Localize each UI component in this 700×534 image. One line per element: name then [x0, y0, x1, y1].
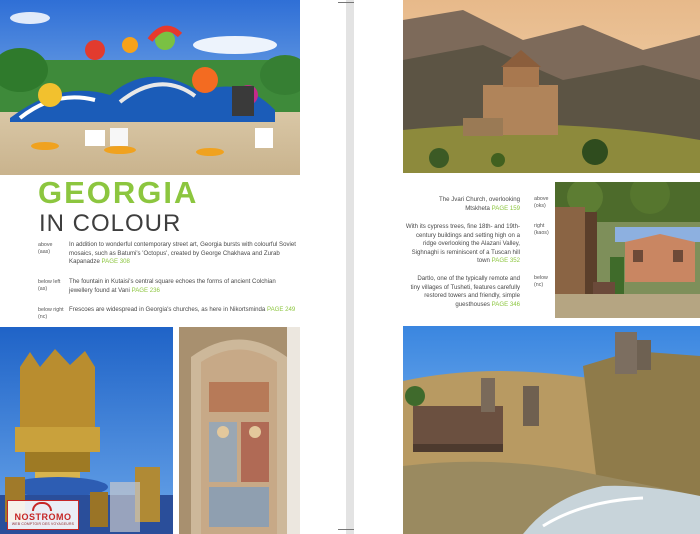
sighnaghi-photo: [555, 182, 700, 318]
octopus-mosaic-photo: [0, 0, 300, 175]
book-gutter: [346, 0, 354, 534]
right-page: [354, 0, 700, 534]
caption-jvari-church: The Jvari Church, overlooking Mtskheta PAGE 159: [439, 196, 520, 212]
page-reference: PAGE 249: [266, 306, 296, 313]
page-reference: PAGE 352: [491, 257, 520, 265]
caption-dartlo-tusheti: Dartlo, one of the typically remote and tiny villages of Tusheti, features carefully restored towers and friendly, simple guesthouses PAGE 346: [410, 275, 520, 308]
logo-arch-icon: [32, 502, 52, 511]
caption-position-above: above (aas): [38, 242, 53, 255]
caption-octopus-mosaic: In addition to wonderful contemporary street art, Georgia bursts with colourful Soviet mosaics, such as Batumi's 'Octopus', created by George Chakhava and Zurab Kapanadze PAGE 308: [69, 241, 296, 266]
spread-subtitle: IN COLOUR: [39, 210, 182, 237]
nostromo-watermark-logo: [7, 500, 79, 530]
nikortsminda-fresco-photo: [179, 327, 300, 534]
watermark-tagline: WEB COMPTOIR DES VOYAGEURS: [11, 522, 75, 526]
caption-position-below-right: below right (nc): [38, 307, 64, 320]
page-reference: PAGE 159: [491, 204, 520, 212]
page-reference: PAGE 236: [131, 286, 160, 294]
caption-position-below: below (nc): [534, 275, 548, 288]
caption-position-below-left: below left (as): [38, 279, 61, 292]
left-page: [0, 0, 346, 534]
watermark-name: NOSTROMO: [14, 512, 72, 522]
caption-kutaisi-fountain: The fountain in Kutaisi's central square echoes the forms of ancient Colchian jewellery found at Vani PAGE 236: [69, 278, 276, 294]
page-reference: PAGE 308: [101, 258, 130, 266]
page-reference: PAGE 346: [491, 300, 520, 308]
dartlo-village-photo: [403, 326, 700, 534]
caption-position-right: right (kaos): [534, 223, 549, 236]
spread-title: GEORGIA: [38, 175, 199, 210]
jvari-church-photo: [403, 0, 700, 173]
caption-nikortsminda-frescoes: Frescoes are widespread in Georgia's churches, as here in Nikortsminda PAGE 249: [69, 306, 296, 313]
caption-position-above: above (oks): [534, 196, 549, 209]
caption-sighnaghi: With its cypress trees, fine 18th- and 19th-century buildings and setting high on a ridge overlooking the Alazani Valley, Sighnaghi is reminiscent of a Tuscan hill town PAGE 352: [405, 223, 520, 265]
